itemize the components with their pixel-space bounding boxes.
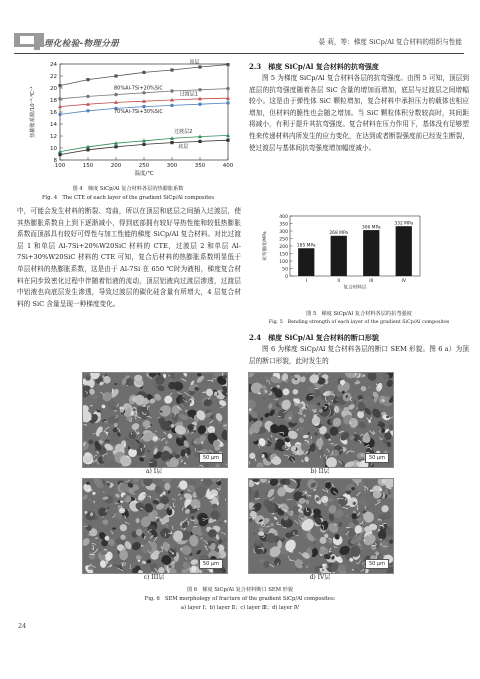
fig5-ytick-label: 150 bbox=[279, 252, 288, 258]
fig5-bar bbox=[298, 248, 314, 276]
fig5-bar-value-label: 306 MPa bbox=[361, 225, 381, 231]
fig4-data-point bbox=[198, 103, 201, 106]
fig4-ylabel: 热膨胀系数/10⁻⁶·℃⁻¹ bbox=[30, 86, 36, 138]
fig5-ytick-label: 0 bbox=[285, 274, 288, 280]
scale-bar-c: 50 μm bbox=[199, 559, 223, 569]
fig5-xtick-label: III bbox=[369, 279, 374, 284]
fig4-ytick-label: 12 bbox=[50, 134, 57, 140]
left-paragraph: 中，可能会发生材料的断裂、弯曲，所以在顶层和底层之间插入过渡层，使其热膨胀系数自上到下逐渐减小，得到底部拥有较好导热性能和较低热膨胀系数而顶部具有较好可焊性与加工性能的梯度 SiCp/Al 复合材料。对比过渡层 1 和单层 Al-7Si+20%W20SiC 材料的 CTE，过渡层 2 和单层 Al-7Si+30%W20SiC 材料的 CTE 可知，复合后材料的热膨胀系数明显低于单层材料的热膨胀系数，这是由于 Al-7Si 在 650 ℃时为液相，梯度复合材料在同步致密化过程中伴随着铝液的流动，顶层铝液向过渡层渗透，过渡层中铝液也向底层发生渗透，导致过渡层的碳化硅含量有所增大，4 层复合材料的 SiC 含量呈现一种梯度变化。 bbox=[17, 207, 241, 308]
fig4-xtick-label: 200 bbox=[110, 163, 122, 169]
fig4-data-point bbox=[142, 143, 145, 146]
fig4-series-label: 70%Al-7Si+30%SiC bbox=[113, 109, 163, 116]
fig4-xtick-label: 250 bbox=[138, 163, 150, 169]
fig4-series-label: 80%Al-7Si+20%SiC bbox=[113, 85, 163, 92]
fig4-ytick-label: 8 bbox=[53, 158, 57, 164]
sem-label-d: d) IV层 bbox=[309, 574, 331, 581]
running-title: 晏 莉，等：梯度 SiCp/Al 复合材料的组织与性能 bbox=[318, 38, 462, 46]
fig5-svg bbox=[258, 212, 426, 292]
fig4-data-point bbox=[142, 91, 145, 94]
fig4-ytick-label: 14 bbox=[50, 122, 57, 128]
fig4-data-point bbox=[170, 141, 173, 144]
fig4-data-point bbox=[142, 105, 145, 108]
fig6-caption-en2: a) layer Ⅰ；b) layer Ⅱ；c) layer Ⅲ；d) layer Ⅳ bbox=[180, 605, 300, 611]
sem-label-b: b) II层 bbox=[310, 468, 330, 475]
sem-panel-a bbox=[82, 372, 228, 468]
section-2-4-paragraph: 图 6 为梯度 SiCp/Al 复合材料各层的断口 SEM 形貌。图 6 a）为顶层的断口形貌，此时发生的 bbox=[249, 345, 469, 365]
fig5-ylabel: 抗弯强度/MPa bbox=[263, 231, 268, 261]
fig4-data-point bbox=[142, 71, 145, 74]
sem-panel-d bbox=[248, 478, 394, 574]
fig4-data-point bbox=[86, 109, 89, 112]
fig5-ytick-label: 300 bbox=[279, 229, 288, 235]
fig4-data-point bbox=[198, 140, 201, 143]
fig5-xtick-label: I bbox=[305, 279, 307, 284]
fig4-data-point bbox=[86, 78, 89, 81]
fig4-data-point bbox=[226, 87, 229, 90]
fig4-data-point bbox=[170, 104, 173, 107]
logo-text: 理化检验-物理分册 bbox=[44, 39, 120, 49]
scale-bar-d: 50 μm bbox=[365, 559, 389, 569]
fig4-ytick-label: 22 bbox=[50, 74, 57, 80]
fig5-bar-value-label: 185 MPa bbox=[296, 243, 316, 249]
fig4-series-line bbox=[60, 65, 228, 86]
fig4-data-point bbox=[198, 65, 201, 68]
fig5-xtick-label: II bbox=[337, 279, 341, 284]
fig4-caption-en: Fig. 4 The CTE of each layer of the gradient SiCp/Al composites bbox=[41, 195, 215, 201]
fig4-data-point bbox=[170, 89, 173, 92]
fig4-data-point bbox=[86, 95, 89, 98]
journal-logo bbox=[14, 31, 174, 53]
fig4-svg bbox=[26, 58, 234, 184]
fig4-xtick-label: 100 bbox=[54, 163, 66, 169]
fig4-data-point bbox=[58, 113, 61, 116]
fig5-bar-value-label: 332 MPa bbox=[394, 221, 414, 227]
fig5-bar bbox=[396, 226, 412, 276]
fig5-bar-value-label: 268 MPa bbox=[329, 231, 349, 236]
sem-grain bbox=[120, 409, 124, 412]
fig5-caption-cn: 图 5 梯度 SiCp/Al 复合材料各层的抗弯强度 bbox=[306, 311, 412, 317]
fig4-data-point bbox=[226, 101, 229, 104]
fig6-caption-cn: 图 6 梯度 SiCp/Al 复合材料断口 SEM 形貌 bbox=[186, 587, 294, 593]
fig4-data-point bbox=[86, 148, 89, 151]
fig5-ytick-label: 250 bbox=[279, 237, 288, 243]
fig4-caption-cn: 图 4 梯度 SiCp/Al 复合材料各层的热膨胀系数 bbox=[72, 186, 184, 192]
fig5-ytick-label: 100 bbox=[279, 259, 288, 265]
page-number: 24 bbox=[18, 622, 27, 630]
fig4-series-label: 过渡层2 bbox=[174, 129, 193, 136]
sem-grain bbox=[172, 413, 178, 422]
fig4-chart bbox=[26, 58, 234, 188]
fig4-data-point bbox=[114, 145, 117, 148]
fig4-data-point bbox=[58, 153, 61, 156]
fig5-bar bbox=[331, 236, 347, 276]
fig5-ytick-label: 200 bbox=[279, 244, 288, 250]
fig4-ytick-label: 10 bbox=[50, 146, 57, 152]
fig4-data-point bbox=[58, 97, 61, 100]
fig4-series-label: 底层 bbox=[178, 143, 189, 150]
fig4-xtick-label: 400 bbox=[222, 163, 234, 169]
sem-label-a: a) I层 bbox=[145, 468, 163, 475]
fig4-data-point bbox=[198, 88, 201, 91]
fig5-caption-en: Fig. 5 Bending strength of each layer of the gradient SiCp/Al composites bbox=[268, 320, 450, 325]
fig4-ytick-label: 18 bbox=[50, 98, 57, 104]
sem-panel-b bbox=[248, 372, 394, 468]
fig5-chart bbox=[258, 212, 426, 296]
fig4-ytick-label: 16 bbox=[50, 110, 57, 116]
section-2-4-heading: 2.4 梯度 SiCp/Al 复合材料的断口形貌 bbox=[249, 333, 379, 342]
fig4-data-point bbox=[114, 93, 117, 96]
header-rule bbox=[14, 53, 464, 54]
section-2-3-heading: 2.3 梯度 SiCp/Al 复合材料的抗弯强度 bbox=[249, 62, 379, 71]
fig4-ytick-label: 24 bbox=[50, 62, 57, 68]
fig4-series-label: 顶层 bbox=[189, 59, 200, 66]
fig4-data-point bbox=[58, 84, 61, 87]
scale-bar-a: 50 μm bbox=[199, 453, 223, 463]
sem-panel-c bbox=[82, 478, 228, 574]
fig4-data-point bbox=[226, 63, 229, 66]
fig5-xtick-label: IV bbox=[401, 279, 406, 284]
fig5-bar bbox=[363, 230, 379, 276]
fig4-ytick-label: 20 bbox=[50, 86, 57, 92]
fig5-ytick-label: 350 bbox=[279, 222, 288, 228]
fig5-ytick-label: 400 bbox=[279, 214, 288, 220]
fig4-data-point bbox=[226, 139, 229, 142]
sem-label-c: c) III层 bbox=[143, 574, 165, 581]
section-2-3-paragraph: 图 5 为梯度 SiCp/Al 复合材料各层的抗弯强度。由图 5 可知，顶层到底层的抗弯强度随着各层 SiC 含量的增加而增加，底层与过渡层之间增幅较小。这是由于弹性体 SiC 颗粒增加，复合材料中承担压力的载体也相应增加，但材料的脆性也会随之增加。当 SiC 颗粒体积分数较高时，其间距将减小，有利于提升其抗弯强度。复合材料在压力作用下，基体没有足够塑性来传递材料内所发生的应力变化，在达到或者断裂强度前已经发生断裂，使过渡层与基体间抗弯强度增加幅度减小。 bbox=[249, 74, 469, 152]
fig4-xtick-label: 150 bbox=[82, 163, 94, 169]
scale-bar-b: 50 μm bbox=[365, 453, 389, 463]
fig4-data-point bbox=[170, 68, 173, 71]
fig5-xlabel: 复合材料层 bbox=[343, 285, 367, 291]
fig4-data-point bbox=[114, 74, 117, 77]
fig6-caption-en1: Fig. 6 SEM morphology of fracture of the gradient SiCp/Al composites: bbox=[144, 596, 336, 602]
fig4-series-label: 过渡层1 bbox=[179, 91, 198, 98]
fig4-xtick-label: 300 bbox=[166, 163, 178, 169]
fig5-ytick-label: 50 bbox=[282, 267, 288, 273]
fig4-xtick-label: 350 bbox=[194, 163, 206, 169]
fig4-xlabel: 温度/℃ bbox=[134, 171, 154, 177]
